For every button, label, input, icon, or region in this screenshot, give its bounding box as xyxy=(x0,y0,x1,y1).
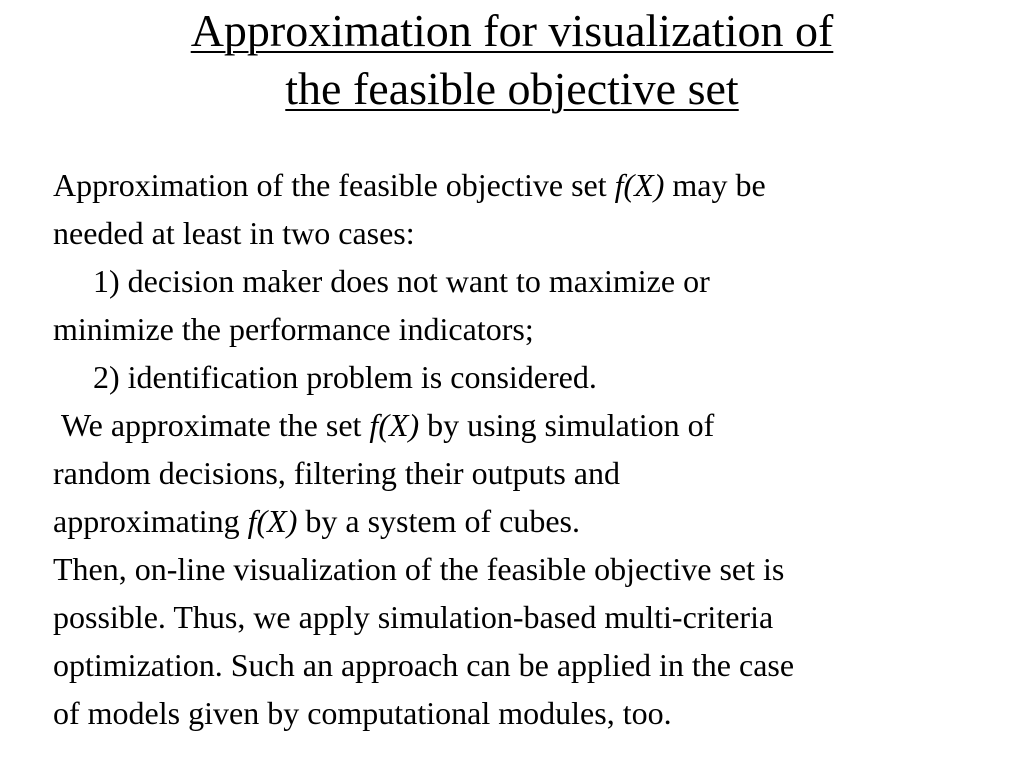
para1-text-b: may be xyxy=(672,167,766,203)
body-line xyxy=(53,497,1003,545)
title-line-1: Approximation for visualization of xyxy=(190,5,834,56)
body-line: of models given by computational modules, too. xyxy=(53,695,672,731)
math-fx: f(X) xyxy=(614,167,665,203)
list-item-1: 1) decision maker does not want to maximize or xyxy=(93,263,710,299)
para2-text-d: approximating xyxy=(53,503,240,539)
para1-text-a: Approximation of the feasible objective set xyxy=(53,167,607,203)
para2-text-b: by using simulation of xyxy=(427,407,715,443)
slide-title xyxy=(0,2,1024,118)
body-line: possible. Thus, we apply simulation-based multi-criteria xyxy=(53,599,774,635)
list-item-2: 2) identification problem is considered. xyxy=(93,359,597,395)
body-line: Then, on-line visualization of the feasible objective set is xyxy=(53,551,785,587)
body-line: optimization. Such an approach can be applied in the case xyxy=(53,647,795,683)
list-item-1-continued: minimize the performance indicators; xyxy=(53,311,534,347)
body-line xyxy=(53,161,1003,209)
para2-text-e: by a system of cubes. xyxy=(305,503,580,539)
math-fx: f(X) xyxy=(247,503,298,539)
slide-body xyxy=(53,161,1003,737)
para2-text-a: We approximate the set xyxy=(61,407,362,443)
math-fx: f(X) xyxy=(369,407,420,443)
body-line xyxy=(53,401,1003,449)
title-line-2: the feasible objective set xyxy=(285,63,739,114)
body-line: random decisions, filtering their outputs and xyxy=(53,455,620,491)
body-line: needed at least in two cases: xyxy=(53,215,415,251)
